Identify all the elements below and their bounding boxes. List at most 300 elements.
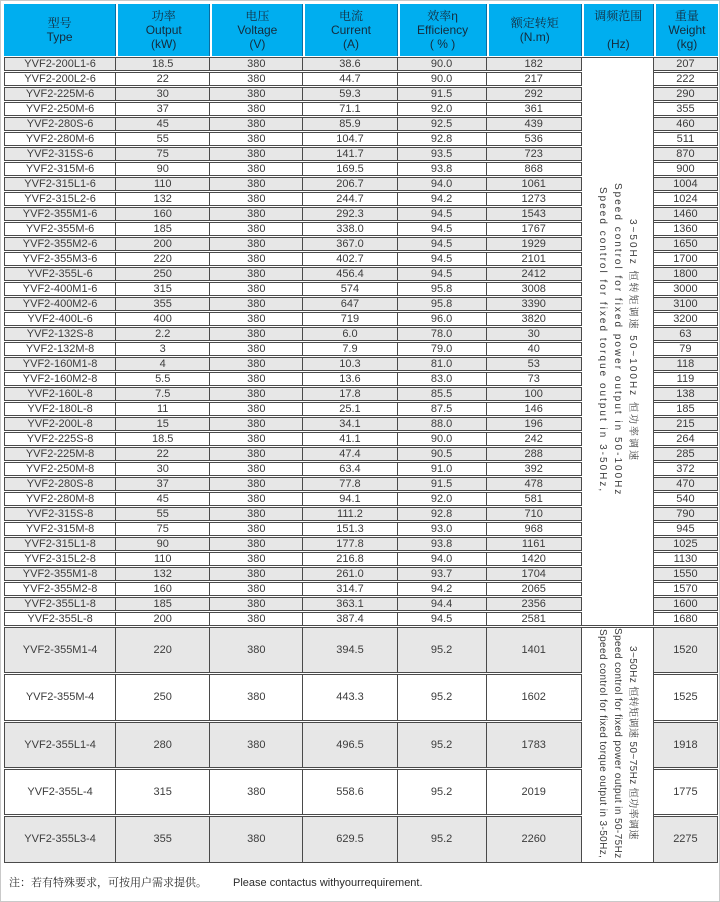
- torque-cell: 146: [487, 402, 582, 416]
- frequency-range-vertical-text: 3~50Hz 恒转矩调速 50~100Hz 恒功率调速 Speed control for fixed power output in 50-100Hz Speed control for fixed torque output in 3-50Hz,: [596, 183, 638, 497]
- header-line: Type: [46, 30, 73, 44]
- type-cell: YVF2-280S-6: [4, 117, 116, 131]
- voltage-cell: 380: [210, 312, 303, 326]
- col-header-frequency: [582, 4, 654, 56]
- voltage-cell: 380: [210, 567, 303, 581]
- type-cell: YVF2-355M2-8: [4, 582, 116, 596]
- type-cell: YVF2-400L-6: [4, 312, 116, 326]
- efficiency-cell: 94.0: [398, 552, 487, 566]
- weight-cell: 63: [654, 327, 718, 341]
- voltage-cell: 380: [210, 674, 303, 720]
- output-cell: 45: [116, 492, 210, 506]
- type-cell: YVF2-315M-6: [4, 162, 116, 176]
- torque-cell: 710: [487, 507, 582, 521]
- output-cell: 250: [116, 674, 210, 720]
- col-header-output: [116, 4, 210, 56]
- weight-cell: 207: [654, 57, 718, 71]
- torque-cell: 40: [487, 342, 582, 356]
- current-cell: 77.8: [303, 477, 397, 491]
- efficiency-cell: 81.0: [398, 357, 487, 371]
- efficiency-cell: 95.2: [398, 627, 487, 673]
- torque-cell: 2412: [487, 267, 582, 281]
- efficiency-cell: 88.0: [398, 417, 487, 431]
- voltage-cell: 380: [210, 477, 303, 491]
- type-cell: YVF2-250M-8: [4, 462, 116, 476]
- weight-cell: 1460: [654, 207, 718, 221]
- current-cell: 261.0: [303, 567, 397, 581]
- type-cell: YVF2-160L-8: [4, 387, 116, 401]
- col-header-weight: [654, 4, 718, 56]
- header-line: 电压: [245, 9, 270, 23]
- torque-cell: 100: [487, 387, 582, 401]
- type-cell: YVF2-315L1-6: [4, 177, 116, 191]
- type-cell: YVF2-355L-4: [4, 769, 116, 815]
- frequency-range-cell: [582, 57, 654, 626]
- efficiency-cell: 94.5: [398, 252, 487, 266]
- type-cell: YVF2-160M2-8: [4, 372, 116, 386]
- voltage-cell: 380: [210, 102, 303, 116]
- voltage-cell: 380: [210, 816, 303, 862]
- current-cell: 314.7: [303, 582, 397, 596]
- voltage-cell: 380: [210, 72, 303, 86]
- type-cell: YVF2-200L-8: [4, 417, 116, 431]
- weight-cell: 1700: [654, 252, 718, 266]
- current-cell: 363.1: [303, 597, 397, 611]
- col-header-voltage: [210, 4, 303, 56]
- torque-cell: 3390: [487, 297, 582, 311]
- current-cell: 6.0: [303, 327, 397, 341]
- torque-cell: 292: [487, 87, 582, 101]
- type-cell: YVF2-180L-8: [4, 402, 116, 416]
- type-cell: YVF2-280M-8: [4, 492, 116, 506]
- current-cell: 292.3: [303, 207, 397, 221]
- torque-cell: 868: [487, 162, 582, 176]
- current-cell: 59.3: [303, 87, 397, 101]
- torque-cell: 1273: [487, 192, 582, 206]
- table-row: [4, 627, 718, 673]
- header-line: (V): [249, 37, 266, 51]
- voltage-cell: 380: [210, 132, 303, 146]
- header-row: [4, 4, 718, 56]
- torque-cell: 182: [487, 57, 582, 71]
- output-cell: 4: [116, 357, 210, 371]
- type-cell: YVF2-355L3-4: [4, 816, 116, 862]
- current-cell: 111.2: [303, 507, 397, 521]
- type-cell: YVF2-315L2-8: [4, 552, 116, 566]
- current-cell: 7.9: [303, 342, 397, 356]
- torque-cell: 1061: [487, 177, 582, 191]
- output-cell: 15: [116, 417, 210, 431]
- current-cell: 41.1: [303, 432, 397, 446]
- current-cell: 387.4: [303, 612, 397, 626]
- header-line: ( % ): [429, 37, 456, 51]
- torque-cell: 1401: [487, 627, 582, 673]
- frequency-range-cell: [582, 627, 654, 863]
- weight-cell: 215: [654, 417, 718, 431]
- type-cell: YVF2-225S-8: [4, 432, 116, 446]
- current-cell: 141.7: [303, 147, 397, 161]
- footnote-cn: 注：若有特殊要求，可按用户需求提供。: [9, 876, 207, 889]
- header-line: (A): [342, 37, 359, 51]
- efficiency-cell: 79.0: [398, 342, 487, 356]
- torque-cell: 73: [487, 372, 582, 386]
- type-cell: YVF2-355L1-4: [4, 722, 116, 768]
- type-cell: YVF2-200L2-6: [4, 72, 116, 86]
- footnote-en: Please contactus withyourrequirement.: [233, 876, 423, 889]
- output-cell: 355: [116, 816, 210, 862]
- efficiency-cell: 94.5: [398, 237, 487, 251]
- current-cell: 34.1: [303, 417, 397, 431]
- type-cell: YVF2-355M2-6: [4, 237, 116, 251]
- current-cell: 94.1: [303, 492, 397, 506]
- efficiency-cell: 93.7: [398, 567, 487, 581]
- type-cell: YVF2-400M2-6: [4, 297, 116, 311]
- output-cell: 315: [116, 769, 210, 815]
- type-cell: YVF2-280S-8: [4, 477, 116, 491]
- efficiency-cell: 83.0: [398, 372, 487, 386]
- output-cell: 18.5: [116, 432, 210, 446]
- weight-cell: 1600: [654, 597, 718, 611]
- output-cell: 160: [116, 207, 210, 221]
- output-cell: 90: [116, 537, 210, 551]
- voltage-cell: 380: [210, 57, 303, 71]
- output-cell: 55: [116, 132, 210, 146]
- weight-cell: 1680: [654, 612, 718, 626]
- weight-cell: 1918: [654, 722, 718, 768]
- current-cell: 47.4: [303, 447, 397, 461]
- torque-cell: 1783: [487, 722, 582, 768]
- torque-cell: 2101: [487, 252, 582, 266]
- type-cell: YVF2-225M-6: [4, 87, 116, 101]
- efficiency-cell: 95.2: [398, 816, 487, 862]
- current-cell: 456.4: [303, 267, 397, 281]
- torque-cell: 439: [487, 117, 582, 131]
- output-cell: 200: [116, 237, 210, 251]
- header-line: 额定转矩: [510, 16, 559, 30]
- weight-cell: 790: [654, 507, 718, 521]
- output-cell: 250: [116, 267, 210, 281]
- voltage-cell: 380: [210, 297, 303, 311]
- weight-cell: 3200: [654, 312, 718, 326]
- col-header-type: [4, 4, 116, 56]
- torque-cell: 723: [487, 147, 582, 161]
- voltage-cell: 380: [210, 237, 303, 251]
- type-cell: YVF2-355L-6: [4, 267, 116, 281]
- voltage-cell: 380: [210, 722, 303, 768]
- weight-cell: 1520: [654, 627, 718, 673]
- voltage-cell: 380: [210, 207, 303, 221]
- weight-cell: 119: [654, 372, 718, 386]
- weight-cell: 1360: [654, 222, 718, 236]
- output-cell: 11: [116, 402, 210, 416]
- type-cell: YVF2-315L1-8: [4, 537, 116, 551]
- efficiency-cell: 95.2: [398, 674, 487, 720]
- header-line: 电流: [338, 9, 363, 23]
- output-cell: 22: [116, 447, 210, 461]
- output-cell: 2.2: [116, 327, 210, 341]
- output-cell: 22: [116, 72, 210, 86]
- type-cell: YVF2-315S-6: [4, 147, 116, 161]
- weight-cell: 900: [654, 162, 718, 176]
- torque-cell: 242: [487, 432, 582, 446]
- torque-cell: 2581: [487, 612, 582, 626]
- current-cell: 574: [303, 282, 397, 296]
- header-line: (kg): [676, 37, 698, 51]
- motor-spec-table: [4, 3, 718, 864]
- footnote: [3, 874, 717, 890]
- header-line: 调频范围: [594, 9, 643, 23]
- efficiency-cell: 92.0: [398, 492, 487, 506]
- efficiency-cell: 92.8: [398, 132, 487, 146]
- voltage-cell: 380: [210, 267, 303, 281]
- weight-cell: 1130: [654, 552, 718, 566]
- torque-cell: 1543: [487, 207, 582, 221]
- weight-cell: 3000: [654, 282, 718, 296]
- torque-cell: 968: [487, 522, 582, 536]
- voltage-cell: 380: [210, 417, 303, 431]
- type-cell: YVF2-355M1-4: [4, 627, 116, 673]
- type-cell: YVF2-355L-8: [4, 612, 116, 626]
- voltage-cell: 380: [210, 552, 303, 566]
- efficiency-cell: 94.4: [398, 597, 487, 611]
- output-cell: 37: [116, 477, 210, 491]
- voltage-cell: 380: [210, 769, 303, 815]
- efficiency-cell: 94.5: [398, 267, 487, 281]
- type-cell: YVF2-315M-8: [4, 522, 116, 536]
- efficiency-cell: 93.0: [398, 522, 487, 536]
- output-cell: 110: [116, 552, 210, 566]
- col-header-current: [303, 4, 397, 56]
- voltage-cell: 380: [210, 387, 303, 401]
- torque-cell: 288: [487, 447, 582, 461]
- torque-cell: 581: [487, 492, 582, 506]
- efficiency-cell: 94.0: [398, 177, 487, 191]
- current-cell: 216.8: [303, 552, 397, 566]
- efficiency-cell: 95.2: [398, 769, 487, 815]
- output-cell: 37: [116, 102, 210, 116]
- current-cell: 443.3: [303, 674, 397, 720]
- voltage-cell: 380: [210, 342, 303, 356]
- header-line: 效率η: [427, 9, 458, 23]
- output-cell: 185: [116, 597, 210, 611]
- weight-cell: 1004: [654, 177, 718, 191]
- output-cell: 3: [116, 342, 210, 356]
- current-cell: 63.4: [303, 462, 397, 476]
- voltage-cell: 380: [210, 582, 303, 596]
- voltage-cell: 380: [210, 252, 303, 266]
- output-cell: 220: [116, 627, 210, 673]
- output-cell: 5.5: [116, 372, 210, 386]
- torque-cell: 392: [487, 462, 582, 476]
- header-line: Output: [145, 23, 182, 37]
- header-line: 功率: [151, 9, 176, 23]
- output-cell: 75: [116, 522, 210, 536]
- output-cell: 355: [116, 297, 210, 311]
- header-line: 型号: [47, 16, 72, 30]
- current-cell: 38.6: [303, 57, 397, 71]
- torque-cell: 2019: [487, 769, 582, 815]
- output-cell: 75: [116, 147, 210, 161]
- type-cell: YVF2-400M1-6: [4, 282, 116, 296]
- output-cell: 30: [116, 462, 210, 476]
- voltage-cell: 380: [210, 612, 303, 626]
- current-cell: 85.9: [303, 117, 397, 131]
- weight-cell: 540: [654, 492, 718, 506]
- efficiency-cell: 94.5: [398, 222, 487, 236]
- torque-cell: 3820: [487, 312, 582, 326]
- efficiency-cell: 91.5: [398, 87, 487, 101]
- efficiency-cell: 90.0: [398, 72, 487, 86]
- voltage-cell: 380: [210, 327, 303, 341]
- current-cell: 338.0: [303, 222, 397, 236]
- efficiency-cell: 92.5: [398, 117, 487, 131]
- weight-cell: 870: [654, 147, 718, 161]
- torque-cell: 536: [487, 132, 582, 146]
- voltage-cell: 380: [210, 507, 303, 521]
- torque-cell: 2065: [487, 582, 582, 596]
- weight-cell: 185: [654, 402, 718, 416]
- type-cell: YVF2-132S-8: [4, 327, 116, 341]
- weight-cell: 511: [654, 132, 718, 146]
- voltage-cell: 380: [210, 282, 303, 296]
- torque-cell: 1420: [487, 552, 582, 566]
- weight-cell: 460: [654, 117, 718, 131]
- torque-cell: 3008: [487, 282, 582, 296]
- efficiency-cell: 92.8: [398, 507, 487, 521]
- output-cell: 200: [116, 612, 210, 626]
- weight-cell: 1650: [654, 237, 718, 251]
- torque-cell: 1161: [487, 537, 582, 551]
- type-cell: YVF2-225M-8: [4, 447, 116, 461]
- type-cell: YVF2-280M-6: [4, 132, 116, 146]
- efficiency-cell: 93.8: [398, 537, 487, 551]
- weight-cell: 222: [654, 72, 718, 86]
- voltage-cell: 380: [210, 627, 303, 673]
- weight-cell: 1550: [654, 567, 718, 581]
- weight-cell: 138: [654, 387, 718, 401]
- type-cell: YVF2-250M-6: [4, 102, 116, 116]
- type-cell: YVF2-355L1-8: [4, 597, 116, 611]
- header-line: (kW): [151, 37, 177, 51]
- voltage-cell: 380: [210, 222, 303, 236]
- type-cell: YVF2-315S-8: [4, 507, 116, 521]
- voltage-cell: 380: [210, 372, 303, 386]
- type-cell: YVF2-315L2-6: [4, 192, 116, 206]
- efficiency-cell: 90.0: [398, 432, 487, 446]
- spec-table-body: [4, 57, 718, 863]
- torque-cell: 361: [487, 102, 582, 116]
- voltage-cell: 380: [210, 147, 303, 161]
- type-cell: YVF2-160M1-8: [4, 357, 116, 371]
- header-line: Efficiency: [417, 23, 469, 37]
- weight-cell: 2275: [654, 816, 718, 862]
- voltage-cell: 380: [210, 357, 303, 371]
- current-cell: 496.5: [303, 722, 397, 768]
- current-cell: 25.1: [303, 402, 397, 416]
- weight-cell: 1570: [654, 582, 718, 596]
- output-cell: 18.5: [116, 57, 210, 71]
- output-cell: 90: [116, 162, 210, 176]
- header-line: 重量: [674, 9, 699, 23]
- efficiency-cell: 96.0: [398, 312, 487, 326]
- efficiency-cell: 94.5: [398, 612, 487, 626]
- weight-cell: 945: [654, 522, 718, 536]
- torque-cell: 1767: [487, 222, 582, 236]
- efficiency-cell: 90.0: [398, 57, 487, 71]
- header-line: (N.m): [519, 30, 550, 44]
- header-line: Voltage: [237, 23, 278, 37]
- weight-cell: 118: [654, 357, 718, 371]
- torque-cell: 217: [487, 72, 582, 86]
- table-header: [4, 4, 718, 56]
- current-cell: 17.8: [303, 387, 397, 401]
- header-line: (Hz): [606, 37, 630, 51]
- weight-cell: 1800: [654, 267, 718, 281]
- type-cell: YVF2-200L1-6: [4, 57, 116, 71]
- torque-cell: 2356: [487, 597, 582, 611]
- torque-cell: 1602: [487, 674, 582, 720]
- voltage-cell: 380: [210, 522, 303, 536]
- current-cell: 151.3: [303, 522, 397, 536]
- voltage-cell: 380: [210, 597, 303, 611]
- type-cell: YVF2-355M1-6: [4, 207, 116, 221]
- output-cell: 185: [116, 222, 210, 236]
- weight-cell: 290: [654, 87, 718, 101]
- current-cell: 244.7: [303, 192, 397, 206]
- current-cell: 13.6: [303, 372, 397, 386]
- current-cell: 394.5: [303, 627, 397, 673]
- torque-cell: 1704: [487, 567, 582, 581]
- weight-cell: 1775: [654, 769, 718, 815]
- output-cell: 400: [116, 312, 210, 326]
- efficiency-cell: 87.5: [398, 402, 487, 416]
- current-cell: 629.5: [303, 816, 397, 862]
- col-header-efficiency: [398, 4, 487, 56]
- voltage-cell: 380: [210, 462, 303, 476]
- output-cell: 160: [116, 582, 210, 596]
- current-cell: 647: [303, 297, 397, 311]
- voltage-cell: 380: [210, 402, 303, 416]
- weight-cell: 1024: [654, 192, 718, 206]
- output-cell: 7.5: [116, 387, 210, 401]
- output-cell: 110: [116, 177, 210, 191]
- output-cell: 220: [116, 252, 210, 266]
- output-cell: 132: [116, 567, 210, 581]
- col-header-torque: [487, 4, 582, 56]
- voltage-cell: 380: [210, 447, 303, 461]
- type-cell: YVF2-355M1-8: [4, 567, 116, 581]
- current-cell: 402.7: [303, 252, 397, 266]
- current-cell: 558.6: [303, 769, 397, 815]
- efficiency-cell: 78.0: [398, 327, 487, 341]
- frequency-range-vertical-text: 3~50Hz 恒转矩调速 50~75Hz 恒功率调速 Speed control for fixed power output in 50-75Hz Speed control for fixed torque output in 3-50Hz,: [596, 628, 638, 859]
- voltage-cell: 380: [210, 192, 303, 206]
- weight-cell: 355: [654, 102, 718, 116]
- torque-cell: 2260: [487, 816, 582, 862]
- efficiency-cell: 93.5: [398, 147, 487, 161]
- output-cell: 132: [116, 192, 210, 206]
- type-cell: YVF2-132M-8: [4, 342, 116, 356]
- output-cell: 45: [116, 117, 210, 131]
- weight-cell: 372: [654, 462, 718, 476]
- current-cell: 169.5: [303, 162, 397, 176]
- voltage-cell: 380: [210, 162, 303, 176]
- weight-cell: 1525: [654, 674, 718, 720]
- efficiency-cell: 94.5: [398, 207, 487, 221]
- current-cell: 367.0: [303, 237, 397, 251]
- current-cell: 44.7: [303, 72, 397, 86]
- torque-cell: 478: [487, 477, 582, 491]
